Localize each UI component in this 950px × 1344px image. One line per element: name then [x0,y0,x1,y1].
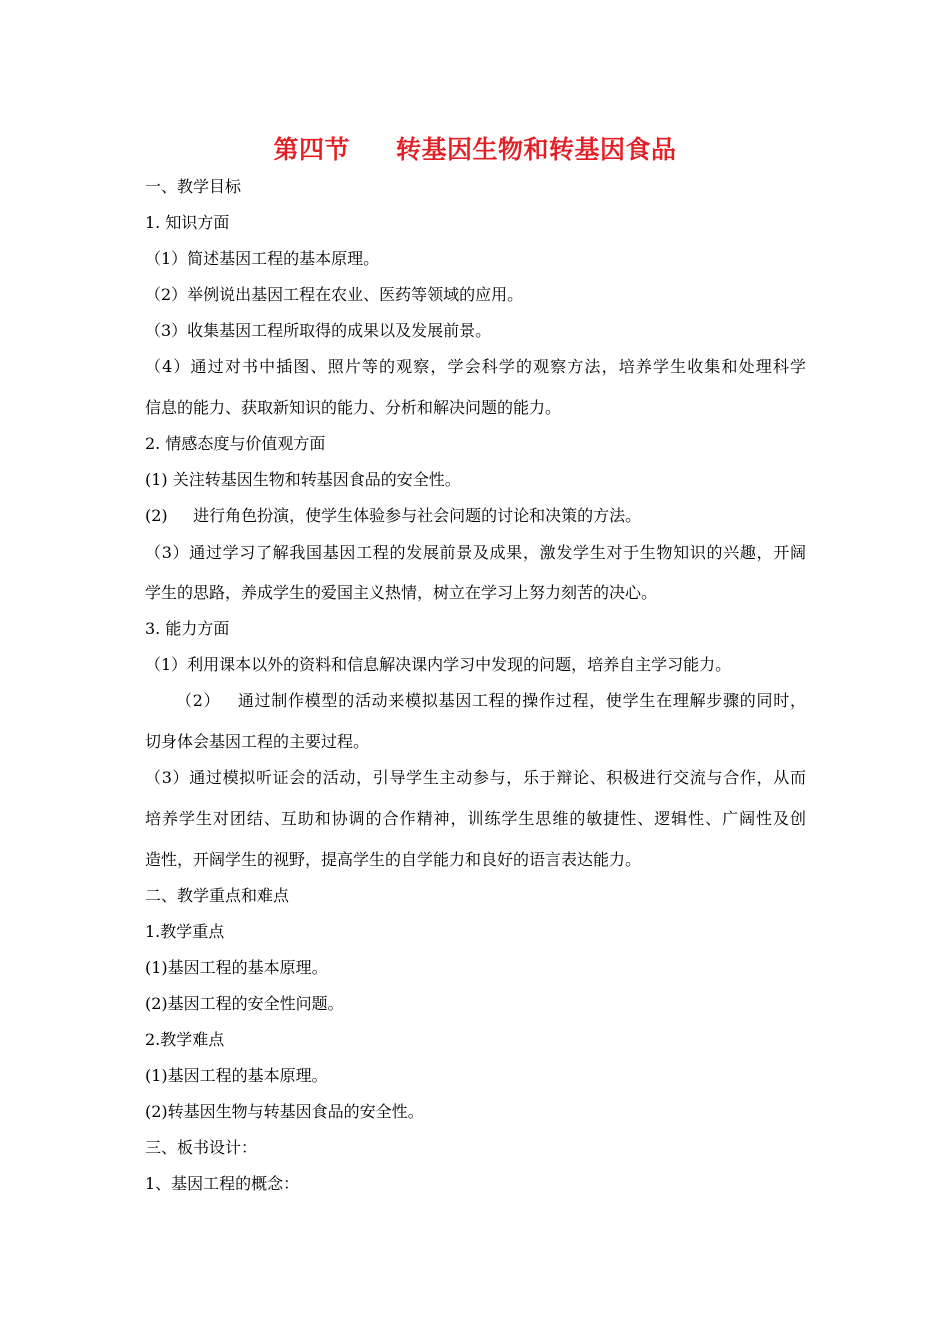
paragraph-line: (1) 关注转基因生物和转基因食品的安全性。 [145,470,461,489]
paragraph-line: （3）通过学习了解我国基因工程的发展前景及成果，激发学生对于生物知识的兴趣，开阔 [145,543,806,562]
paragraph-line: (1)基因工程的基本原理。 [145,1066,328,1085]
paragraph-line: 信息的能力、获取新知识的能力、分析和解决问题的能力。 [145,398,562,417]
paragraph-line: 造性，开阔学生的视野，提高学生的自学能力和良好的语言表达能力。 [145,850,642,869]
paragraph-line: 培养学生对团结、互助和协调的合作精神，训练学生思维的敏捷性、逻辑性、广阔性及创 [145,809,806,828]
paragraph-line: （2） 通过制作模型的活动来模拟基因工程的操作过程，使学生在理解步骤的同时， [176,691,806,710]
paragraph-line: 学生的思路，养成学生的爱国主义热情，树立在学习上努力刻苦的决心。 [145,583,658,602]
paragraph-line: （1）利用课本以外的资料和信息解决课内学习中发现的问题，培养自主学习能力。 [145,655,732,674]
page-title: 第四节 转基因生物和转基因食品 [273,135,677,164]
paragraph-line: 切身体会基因工程的主要过程。 [145,732,370,751]
paragraph-line: (1)基因工程的基本原理。 [145,958,328,977]
paragraph-line: （1）简述基因工程的基本原理。 [145,249,380,268]
paragraph-line: （4）通过对书中插图、照片等的观察，学会科学的观察方法，培养学生收集和处理科学 [145,357,806,376]
paragraph-line: （3）通过模拟听证会的活动，引导学生主动参与，乐于辩论、积极进行交流与合作，从而 [145,768,806,787]
paragraph-line: （3）收集基因工程所取得的成果以及发展前景。 [145,321,492,340]
subheading-key-point: 1.教学重点 [145,922,225,941]
section-heading-key-points: 二、教学重点和难点 [145,886,290,905]
paragraph-line: （2）举例说出基因工程在农业、医药等领域的应用。 [145,285,524,304]
section-heading-board-design: 三、板书设计： [145,1138,258,1157]
section-heading-objectives: 一、教学目标 [145,177,242,196]
subheading-attitude: 2. 情感态度与价值观方面 [145,434,326,453]
subheading-ability: 3. 能力方面 [145,619,230,638]
paragraph-line: 1、基因工程的概念： [145,1174,300,1193]
paragraph-line: (2)转基因生物与转基因食品的安全性。 [145,1102,424,1121]
paragraph-line: (2)基因工程的安全性问题。 [145,994,344,1013]
paragraph-line: (2) 进行角色扮演，使学生体验参与社会问题的讨论和决策的方法。 [145,506,642,525]
subheading-difficulty: 2.教学难点 [145,1030,225,1049]
subheading-knowledge: 1. 知识方面 [145,213,230,232]
